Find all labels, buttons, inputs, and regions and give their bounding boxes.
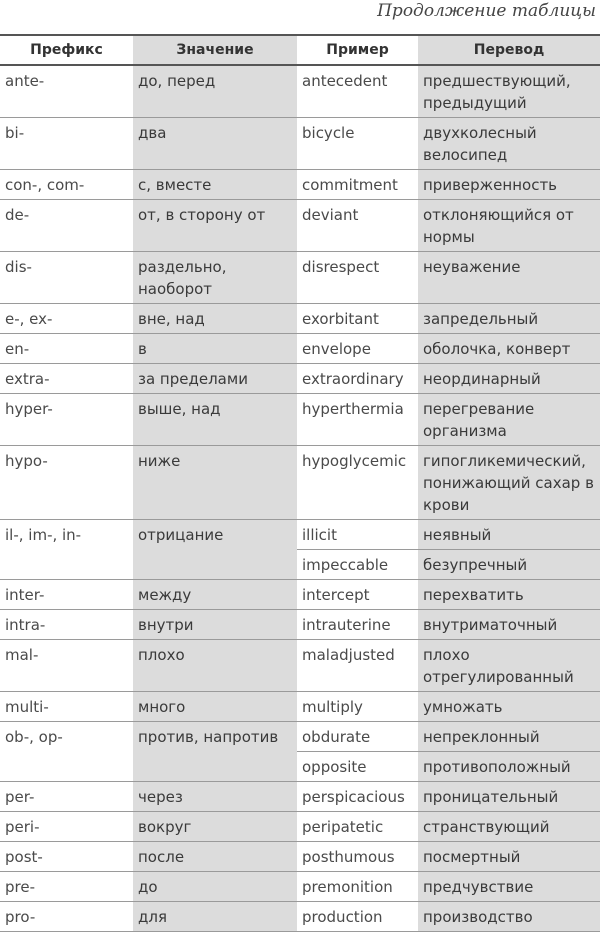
meaning-cell: от, в сторону от — [133, 200, 297, 252]
translation-cell: непреклонный — [418, 722, 600, 752]
meaning-cell: после — [133, 842, 297, 872]
example-cell: peripatetic — [297, 812, 418, 842]
meaning-cell: много — [133, 692, 297, 722]
prefix-cell: inter- — [0, 580, 133, 610]
meaning-cell: за пределами — [133, 364, 297, 394]
prefix-cell: hyper- — [0, 394, 133, 446]
meaning-cell: с, вместе — [133, 170, 297, 200]
prefix-cell: ante- — [0, 65, 133, 118]
table-row — [0, 722, 600, 752]
example-cell: extraordinary — [297, 364, 418, 394]
header-translation: Перевод — [418, 35, 600, 65]
example-cell: maladjusted — [297, 640, 418, 692]
table-row — [0, 580, 600, 610]
translation-cell: отклоняющийся от нормы — [418, 200, 600, 252]
table-row — [0, 610, 600, 640]
meaning-cell: выше, над — [133, 394, 297, 446]
header-row — [0, 35, 600, 65]
table-row — [0, 902, 600, 932]
example-cell: hyperthermia — [297, 394, 418, 446]
example-cell: disrespect — [297, 252, 418, 304]
prefix-cell: en- — [0, 334, 133, 364]
header-example: Пример — [297, 35, 418, 65]
translation-cell: внутриматочный — [418, 610, 600, 640]
prefix-cell: multi- — [0, 692, 133, 722]
prefix-table — [0, 34, 600, 932]
example-cell: deviant — [297, 200, 418, 252]
translation-cell: перехватить — [418, 580, 600, 610]
meaning-cell: через — [133, 782, 297, 812]
prefix-cell: pre- — [0, 872, 133, 902]
meaning-cell: до, перед — [133, 65, 297, 118]
translation-cell: неуважение — [418, 252, 600, 304]
prefix-cell: ob-, op- — [0, 722, 133, 782]
example-cell: production — [297, 902, 418, 932]
header-meaning: Значение — [133, 35, 297, 65]
translation-cell: противоположный — [418, 752, 600, 782]
meaning-cell: плохо — [133, 640, 297, 692]
example-cell: hypoglycemic — [297, 446, 418, 520]
meaning-cell: до — [133, 872, 297, 902]
table-row — [0, 200, 600, 252]
prefix-cell: e-, ex- — [0, 304, 133, 334]
table-row — [0, 842, 600, 872]
table-row — [0, 446, 600, 520]
table-row — [0, 692, 600, 722]
translation-cell: плохо отрегулированный — [418, 640, 600, 692]
translation-cell: странствующий — [418, 812, 600, 842]
example-cell: posthumous — [297, 842, 418, 872]
meaning-cell: между — [133, 580, 297, 610]
table-row — [0, 812, 600, 842]
table-row — [0, 334, 600, 364]
meaning-cell: вокруг — [133, 812, 297, 842]
translation-cell: приверженность — [418, 170, 600, 200]
example-cell: intercept — [297, 580, 418, 610]
example-cell: exorbitant — [297, 304, 418, 334]
prefix-cell: peri- — [0, 812, 133, 842]
table-row — [0, 872, 600, 902]
example-cell: multiply — [297, 692, 418, 722]
continuation-caption: Продолжение таблицы — [377, 1, 596, 21]
meaning-cell: раздельно, наоборот — [133, 252, 297, 304]
translation-cell: проницательный — [418, 782, 600, 812]
meaning-cell: два — [133, 118, 297, 170]
translation-cell: гипогликемический, понижающий сахар в крови — [418, 446, 600, 520]
example-cell: illicit — [297, 520, 418, 550]
table-row — [0, 252, 600, 304]
example-cell: intrauterine — [297, 610, 418, 640]
example-cell: envelope — [297, 334, 418, 364]
table-row — [0, 364, 600, 394]
translation-cell: запредельный — [418, 304, 600, 334]
translation-cell: предчувствие — [418, 872, 600, 902]
translation-cell: перегревание организма — [418, 394, 600, 446]
example-cell: obdurate — [297, 722, 418, 752]
translation-cell: неявный — [418, 520, 600, 550]
prefix-cell: bi- — [0, 118, 133, 170]
meaning-cell: вне, над — [133, 304, 297, 334]
meaning-cell: против, напротив — [133, 722, 297, 782]
header-prefix: Префикс — [0, 35, 133, 65]
table-row — [0, 394, 600, 446]
prefix-cell: de- — [0, 200, 133, 252]
translation-cell: производство — [418, 902, 600, 932]
prefix-cell: hypo- — [0, 446, 133, 520]
example-cell: perspicacious — [297, 782, 418, 812]
translation-cell: двухколесный велосипед — [418, 118, 600, 170]
table-row — [0, 640, 600, 692]
example-cell: premonition — [297, 872, 418, 902]
example-cell: opposite — [297, 752, 418, 782]
meaning-cell: ниже — [133, 446, 297, 520]
meaning-cell: отрицание — [133, 520, 297, 580]
table-row — [0, 520, 600, 550]
example-cell: antecedent — [297, 65, 418, 118]
translation-cell: оболочка, конверт — [418, 334, 600, 364]
example-cell: commitment — [297, 170, 418, 200]
translation-cell: предшествующий, предыдущий — [418, 65, 600, 118]
prefix-cell: mal- — [0, 640, 133, 692]
translation-cell: безупречный — [418, 550, 600, 580]
prefix-cell: con-, com- — [0, 170, 133, 200]
prefix-cell: extra- — [0, 364, 133, 394]
translation-cell: неординарный — [418, 364, 600, 394]
meaning-cell: внутри — [133, 610, 297, 640]
table-row — [0, 118, 600, 170]
table-row — [0, 170, 600, 200]
prefix-cell: il-, im-, in- — [0, 520, 133, 580]
prefix-cell: intra- — [0, 610, 133, 640]
example-cell: impeccable — [297, 550, 418, 580]
prefix-cell: per- — [0, 782, 133, 812]
prefix-cell: post- — [0, 842, 133, 872]
table-row — [0, 304, 600, 334]
table-row — [0, 65, 600, 118]
translation-cell: посмертный — [418, 842, 600, 872]
table-row — [0, 782, 600, 812]
prefix-cell: dis- — [0, 252, 133, 304]
translation-cell: умножать — [418, 692, 600, 722]
meaning-cell: для — [133, 902, 297, 932]
example-cell: bicycle — [297, 118, 418, 170]
prefix-cell: pro- — [0, 902, 133, 932]
meaning-cell: в — [133, 334, 297, 364]
